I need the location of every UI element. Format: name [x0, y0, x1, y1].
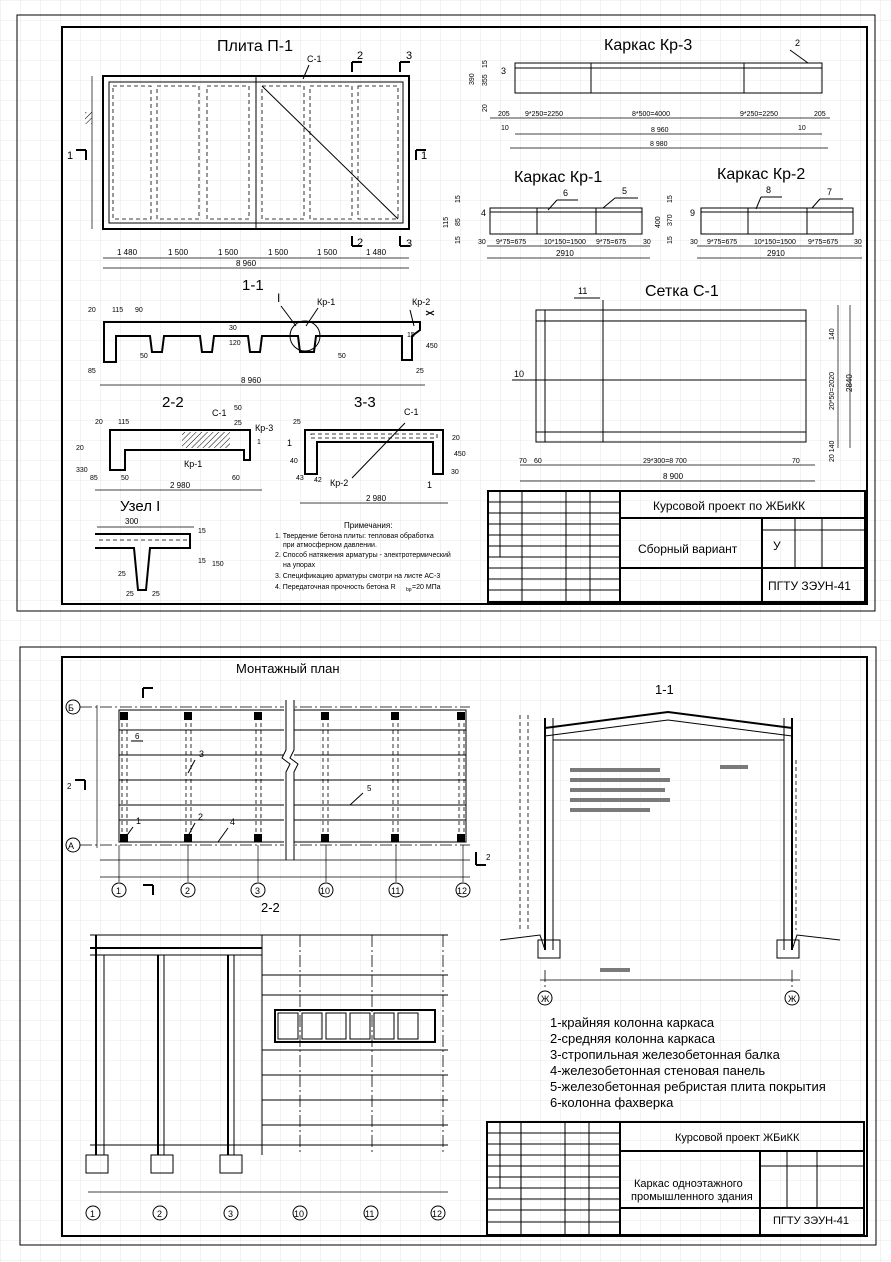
svg-text:8 960: 8 960 — [651, 127, 669, 134]
svg-text:1 480: 1 480 — [117, 248, 138, 257]
plate-title: Плита П-1 — [217, 38, 293, 55]
svg-text:140: 140 — [829, 328, 836, 340]
svg-text:30: 30 — [690, 239, 698, 246]
svg-text:8: 8 — [766, 185, 772, 195]
svg-text:20: 20 — [88, 307, 96, 314]
svg-text:2: 2 — [795, 38, 801, 48]
svg-text:15: 15 — [407, 332, 415, 339]
svg-text:20*50=2020: 20*50=2020 — [829, 372, 836, 410]
section-2-2-title: 2-2 — [162, 394, 184, 411]
svg-text:1: 1 — [427, 480, 433, 490]
svg-text:12: 12 — [432, 1209, 443, 1219]
axis-b-label: Б — [68, 703, 74, 713]
svg-text:25: 25 — [126, 591, 134, 598]
stamp-1-name: Сборный вариант — [638, 542, 738, 556]
section-2-2-kr1-label: Кр-1 — [184, 459, 203, 469]
svg-text:9*75=675: 9*75=675 — [596, 239, 627, 246]
legend-item-1: 1-крайняя колонна каркаса — [550, 1015, 715, 1030]
stamp-2-name-line1: Каркас одноэтажного — [634, 1178, 743, 1190]
svg-text:43: 43 — [296, 475, 304, 482]
svg-text:25: 25 — [152, 591, 160, 598]
svg-text:2: 2 — [67, 782, 72, 791]
svg-text:30: 30 — [451, 469, 459, 476]
svg-text:15: 15 — [667, 195, 674, 203]
svg-text:10: 10 — [501, 125, 509, 132]
svg-text:1 500: 1 500 — [317, 248, 338, 257]
svg-text:15: 15 — [198, 528, 206, 535]
svg-text:2: 2 — [486, 853, 491, 862]
svg-text:1: 1 — [287, 438, 293, 448]
svg-text:1 500: 1 500 — [168, 248, 189, 257]
svg-text:10*150=1500: 10*150=1500 — [544, 239, 586, 246]
svg-text:6: 6 — [563, 188, 569, 198]
svg-text:60: 60 — [232, 475, 240, 482]
svg-text:25: 25 — [416, 368, 424, 375]
svg-text:25: 25 — [293, 419, 301, 426]
svg-text:4: 4 — [230, 817, 236, 827]
svg-text:Ж: Ж — [788, 994, 797, 1004]
svg-text:1: 1 — [257, 439, 261, 446]
svg-text:11: 11 — [365, 1209, 375, 1219]
svg-text:2: 2 — [185, 886, 191, 896]
svg-text:10*150=1500: 10*150=1500 — [754, 239, 796, 246]
svg-text:2: 2 — [157, 1209, 163, 1219]
svg-text:115: 115 — [112, 307, 124, 314]
svg-text:при атмосферном давлении.: при атмосферном давлении. — [283, 542, 377, 549]
svg-text:205: 205 — [814, 111, 826, 118]
node-i-marker: I — [277, 291, 281, 305]
legend-item-4: 4-железобетонная стеновая панель — [550, 1063, 766, 1078]
svg-text:50: 50 — [121, 475, 129, 482]
svg-text:1 480: 1 480 — [366, 248, 387, 257]
svg-text:450: 450 — [454, 451, 466, 458]
svg-text:25: 25 — [118, 571, 126, 578]
stamp-1-title: Курсовой проект по ЖБиКК — [653, 499, 806, 513]
plate-total-dim: 8 960 — [236, 259, 257, 268]
svg-text:20 140: 20 140 — [829, 440, 836, 462]
stamp-2-name-line2: промышленного здания — [631, 1191, 753, 1203]
svg-text:42: 42 — [314, 477, 322, 484]
section-3-3-title: 3-3 — [354, 394, 376, 411]
svg-text:1 500: 1 500 — [268, 248, 289, 257]
svg-text:115: 115 — [443, 216, 450, 228]
svg-text:5: 5 — [367, 784, 372, 793]
svg-text:9*250=2250: 9*250=2250 — [740, 111, 778, 118]
montage-plan-title: Монтажный план — [236, 661, 340, 676]
notes-title: Примечания: — [344, 521, 393, 530]
svg-text:50: 50 — [140, 353, 148, 360]
cut-3-top-label: 3 — [406, 50, 413, 62]
svg-text:3: 3 — [255, 886, 261, 896]
svg-text:9*75=675: 9*75=675 — [707, 239, 738, 246]
svg-text:=20 МПа: =20 МПа — [412, 584, 441, 591]
svg-text:50: 50 — [338, 353, 346, 360]
svg-text:150: 150 — [212, 561, 224, 568]
svg-text:50: 50 — [234, 405, 242, 412]
svg-text:3: 3 — [199, 749, 205, 759]
svg-text:на упорах: на упорах — [283, 562, 316, 569]
svg-text:8*500=4000: 8*500=4000 — [632, 111, 670, 118]
section-3-3-total-dim: 2 980 — [366, 494, 387, 503]
building-section-1-1-title: 1-1 — [655, 682, 674, 697]
kr3-total-dim: 8 980 — [650, 141, 668, 148]
svg-text:4: 4 — [481, 208, 487, 218]
building-section-2-2-title: 2-2 — [261, 900, 280, 915]
kr1-total-dim: 2910 — [556, 249, 574, 258]
svg-text:15: 15 — [667, 236, 674, 244]
svg-text:85: 85 — [455, 218, 462, 226]
svg-text:10: 10 — [320, 886, 331, 896]
svg-text:90: 90 — [135, 307, 143, 314]
svg-text:15: 15 — [455, 236, 462, 244]
svg-text:355: 355 — [482, 74, 489, 86]
svg-text:7: 7 — [827, 187, 833, 197]
svg-text:300: 300 — [125, 517, 139, 526]
svg-text:2: 2 — [198, 812, 204, 822]
cut-1-right-label: 1 — [421, 150, 428, 162]
svg-text:85: 85 — [88, 368, 96, 375]
cut-2-bottom-label: 2 — [357, 237, 364, 249]
svg-text:12: 12 — [457, 886, 468, 896]
svg-text:9*250=2250: 9*250=2250 — [525, 111, 563, 118]
section-1-1-kr1-label: Кр-1 — [317, 297, 336, 307]
kr1-title: Каркас Кр-1 — [514, 169, 603, 186]
svg-text:6: 6 — [135, 732, 140, 741]
svg-text:85: 85 — [90, 475, 98, 482]
section-2-2-c1-label: С-1 — [212, 408, 227, 418]
svg-text:115: 115 — [118, 419, 130, 426]
section-1-1-kr2-label: Кр-2 — [412, 297, 431, 307]
svg-text:60: 60 — [534, 458, 542, 465]
svg-text:70: 70 — [792, 458, 800, 465]
svg-text:1. Твердение бетона плиты: теп: 1. Твердение бетона плиты: тепловая обработка — [275, 533, 434, 540]
svg-text:30: 30 — [229, 325, 237, 332]
svg-text:25: 25 — [234, 420, 242, 427]
section-2-2-kr3-label: Кр-3 — [255, 423, 274, 433]
svg-text:3: 3 — [501, 66, 507, 76]
svg-text:Ж: Ж — [541, 994, 550, 1004]
section-1-1-title: 1-1 — [242, 277, 264, 294]
svg-text:1: 1 — [116, 886, 122, 896]
svg-text:2840: 2840 — [845, 374, 854, 392]
svg-text:4. Передаточная прочность бето: 4. Передаточная прочность бетона R — [275, 584, 396, 591]
svg-text:2. Способ натяжения арматуры -: 2. Способ натяжения арматуры - электротермический — [275, 552, 451, 559]
svg-text:15: 15 — [482, 60, 489, 68]
section-3-3-c1-label: С-1 — [404, 407, 419, 417]
section-2-2-total-dim: 2 980 — [170, 481, 191, 490]
kr3-title: Каркас Кр-3 — [604, 37, 693, 54]
axis-a-label: А — [68, 841, 75, 851]
svg-text:3: 3 — [228, 1209, 234, 1219]
legend-item-3: 3-стропильная железобетонная балка — [550, 1047, 780, 1062]
svg-text:3. Спецификацию арматуры смотр: 3. Спецификацию арматуры смотри на листе АС-3 — [275, 573, 441, 580]
svg-text:10: 10 — [514, 369, 525, 379]
svg-text:bp: bp — [406, 587, 412, 593]
svg-text:20: 20 — [76, 445, 84, 452]
legend-item-2: 2-средняя колонна каркаса — [550, 1031, 715, 1046]
svg-text:400: 400 — [655, 216, 662, 228]
svg-text:1 500: 1 500 — [218, 248, 239, 257]
svg-text:450: 450 — [426, 343, 438, 350]
svg-text:11: 11 — [391, 886, 401, 896]
svg-text:15: 15 — [455, 195, 462, 203]
svg-text:20: 20 — [452, 435, 460, 442]
svg-text:330: 330 — [76, 467, 88, 474]
svg-text:9*75=675: 9*75=675 — [808, 239, 839, 246]
mesh-c1-title: Сетка С-1 — [645, 283, 719, 300]
svg-text:70: 70 — [519, 458, 527, 465]
svg-text:15: 15 — [198, 558, 206, 565]
svg-text:390: 390 — [469, 73, 476, 85]
legend-item-6: 6-колонна фахверка — [550, 1095, 674, 1110]
section-1-1-total-dim: 8 960 — [241, 376, 262, 385]
svg-text:20: 20 — [482, 104, 489, 112]
legend-item-5: 5-железобетонная ребристая плита покрытия — [550, 1079, 826, 1094]
cut-1-left-label: 1 — [67, 150, 74, 162]
mesh-c1-total-dim: 8 900 — [663, 472, 684, 481]
svg-text:30: 30 — [478, 239, 486, 246]
svg-text:40: 40 — [290, 458, 298, 465]
svg-text:10: 10 — [798, 125, 806, 132]
cut-3-bottom-label: 3 — [406, 238, 413, 250]
svg-text:120: 120 — [229, 340, 241, 347]
svg-text:1: 1 — [136, 816, 142, 826]
cut-2-top-label: 2 — [357, 50, 364, 62]
svg-text:10: 10 — [294, 1209, 305, 1219]
plate-cut-c1: С-1 — [307, 54, 322, 64]
svg-text:1: 1 — [90, 1209, 96, 1219]
svg-text:20: 20 — [95, 419, 103, 426]
svg-text:11: 11 — [578, 286, 588, 296]
svg-text:9*75=675: 9*75=675 — [496, 239, 527, 246]
stamp-1-org: ПГТУ ЗЭУН-41 — [768, 579, 851, 593]
svg-text:30: 30 — [854, 239, 862, 246]
node-i-title: Узел I — [120, 498, 161, 515]
svg-text:29*300=8 700: 29*300=8 700 — [643, 458, 687, 465]
svg-text:30: 30 — [643, 239, 651, 246]
kr2-total-dim: 2910 — [767, 249, 785, 258]
stamp-1-stage: У — [773, 539, 781, 553]
svg-text:370: 370 — [667, 214, 674, 226]
svg-text:9: 9 — [690, 208, 696, 218]
svg-text:205: 205 — [498, 111, 510, 118]
section-3-3-kr2-label: Кр-2 — [330, 478, 349, 488]
stamp-2-org: ПГТУ ЗЭУН-41 — [773, 1215, 850, 1227]
stamp-2-title: Курсовой проект ЖБиКК — [675, 1132, 800, 1144]
svg-text:5: 5 — [622, 186, 628, 196]
kr2-title: Каркас Кр-2 — [717, 166, 806, 183]
